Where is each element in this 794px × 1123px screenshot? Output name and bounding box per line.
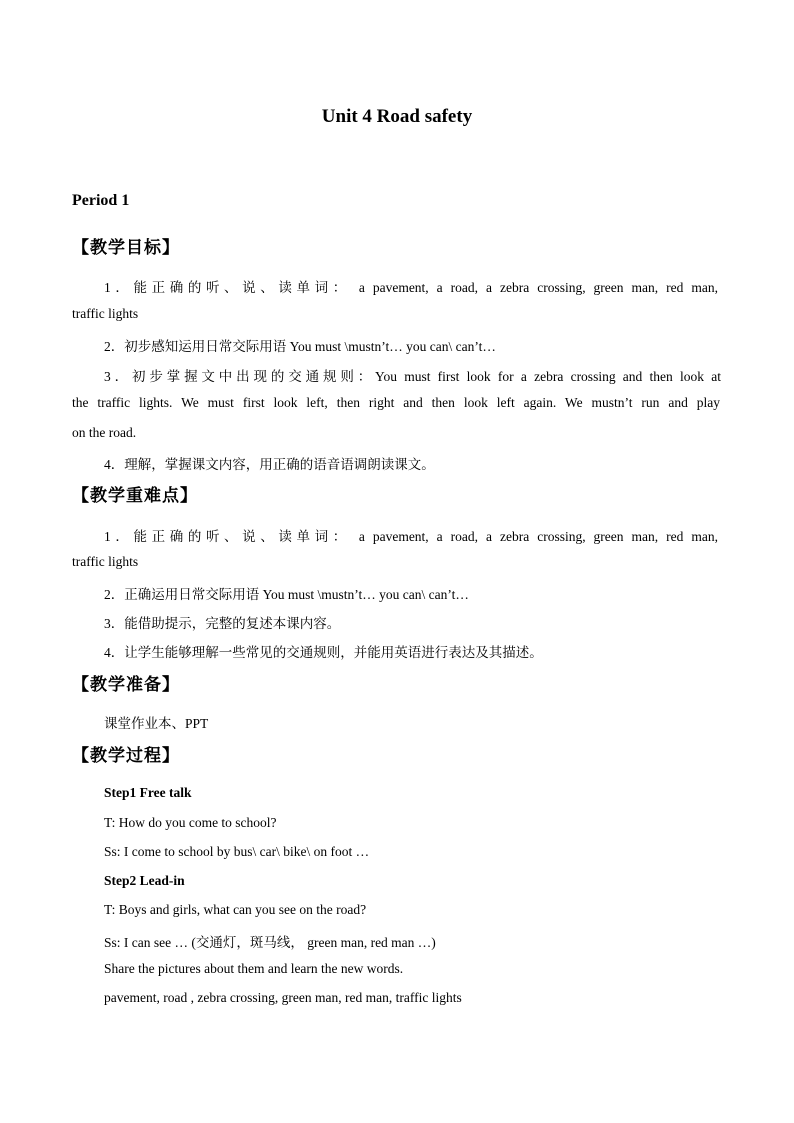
- step1-title: Step1 Free talk: [104, 785, 192, 800]
- page-title: Unit 4 Road safety: [321, 106, 473, 127]
- objective-2: 2．初步感知运用日常交际用语 You must \mustn’t… you can\ can’t…: [104, 339, 496, 354]
- step2-title: Step2 Lead-in: [104, 873, 185, 888]
- objective-1-line-2: traffic lights: [72, 306, 139, 321]
- objective-3-line-1: 3．初步掌握文中出现的交通规则：You must first look for a zebra crossing and then look at: [104, 369, 721, 384]
- preparation-text: 课堂作业本、PPT: [104, 716, 209, 731]
- section-heading-preparation: 【教学准备】: [72, 675, 180, 695]
- key-point-1-line-1: 1．能正确的听、说、读单词： a pavement, a road, a zebra crossing, green man, red man,: [104, 529, 718, 544]
- step2-teacher-line: T: Boys and girls, what can you see on the road?: [104, 902, 367, 917]
- period-heading: Period 1: [72, 192, 130, 209]
- key-point-1-line-2: traffic lights: [72, 554, 139, 569]
- key-point-4: 4．让学生能够理解一些常见的交通规则，并能用英语进行表达及其描述。: [104, 645, 543, 660]
- section-heading-process: 【教学过程】: [72, 746, 180, 766]
- key-point-2: 2．正确运用日常交际用语 You must \mustn’t… you can\ can’t…: [104, 587, 469, 602]
- objective-3-line-2: the traffic lights. We must first look left, then right and then look left again. We mustn’t run and play: [72, 395, 720, 410]
- section-heading-key-points: 【教学重难点】: [72, 486, 198, 506]
- key-point-3: 3．能借助提示，完整的复述本课内容。: [104, 616, 341, 631]
- step1-teacher-line: T: How do you come to school?: [104, 815, 277, 830]
- step1-students-line: Ss: I come to school by bus\ car\ bike\ on foot …: [104, 844, 370, 859]
- objective-4: 4．理解，掌握课文内容，用正确的语音语调朗读课文。: [104, 457, 435, 472]
- objective-1-line-1: 1．能正确的听、说、读单词： a pavement, a road, a zebra crossing, green man, red man,: [104, 280, 718, 295]
- section-heading-objectives: 【教学目标】: [72, 238, 180, 258]
- objective-3-line-3: on the road.: [72, 425, 137, 440]
- step2-words-line: pavement, road , zebra crossing, green man, red man, traffic lights: [104, 990, 462, 1005]
- step2-students-line: Ss: I can see … (交通灯，斑马线， green man, red man …): [104, 935, 436, 950]
- step2-share-line: Share the pictures about them and learn the new words.: [104, 961, 404, 976]
